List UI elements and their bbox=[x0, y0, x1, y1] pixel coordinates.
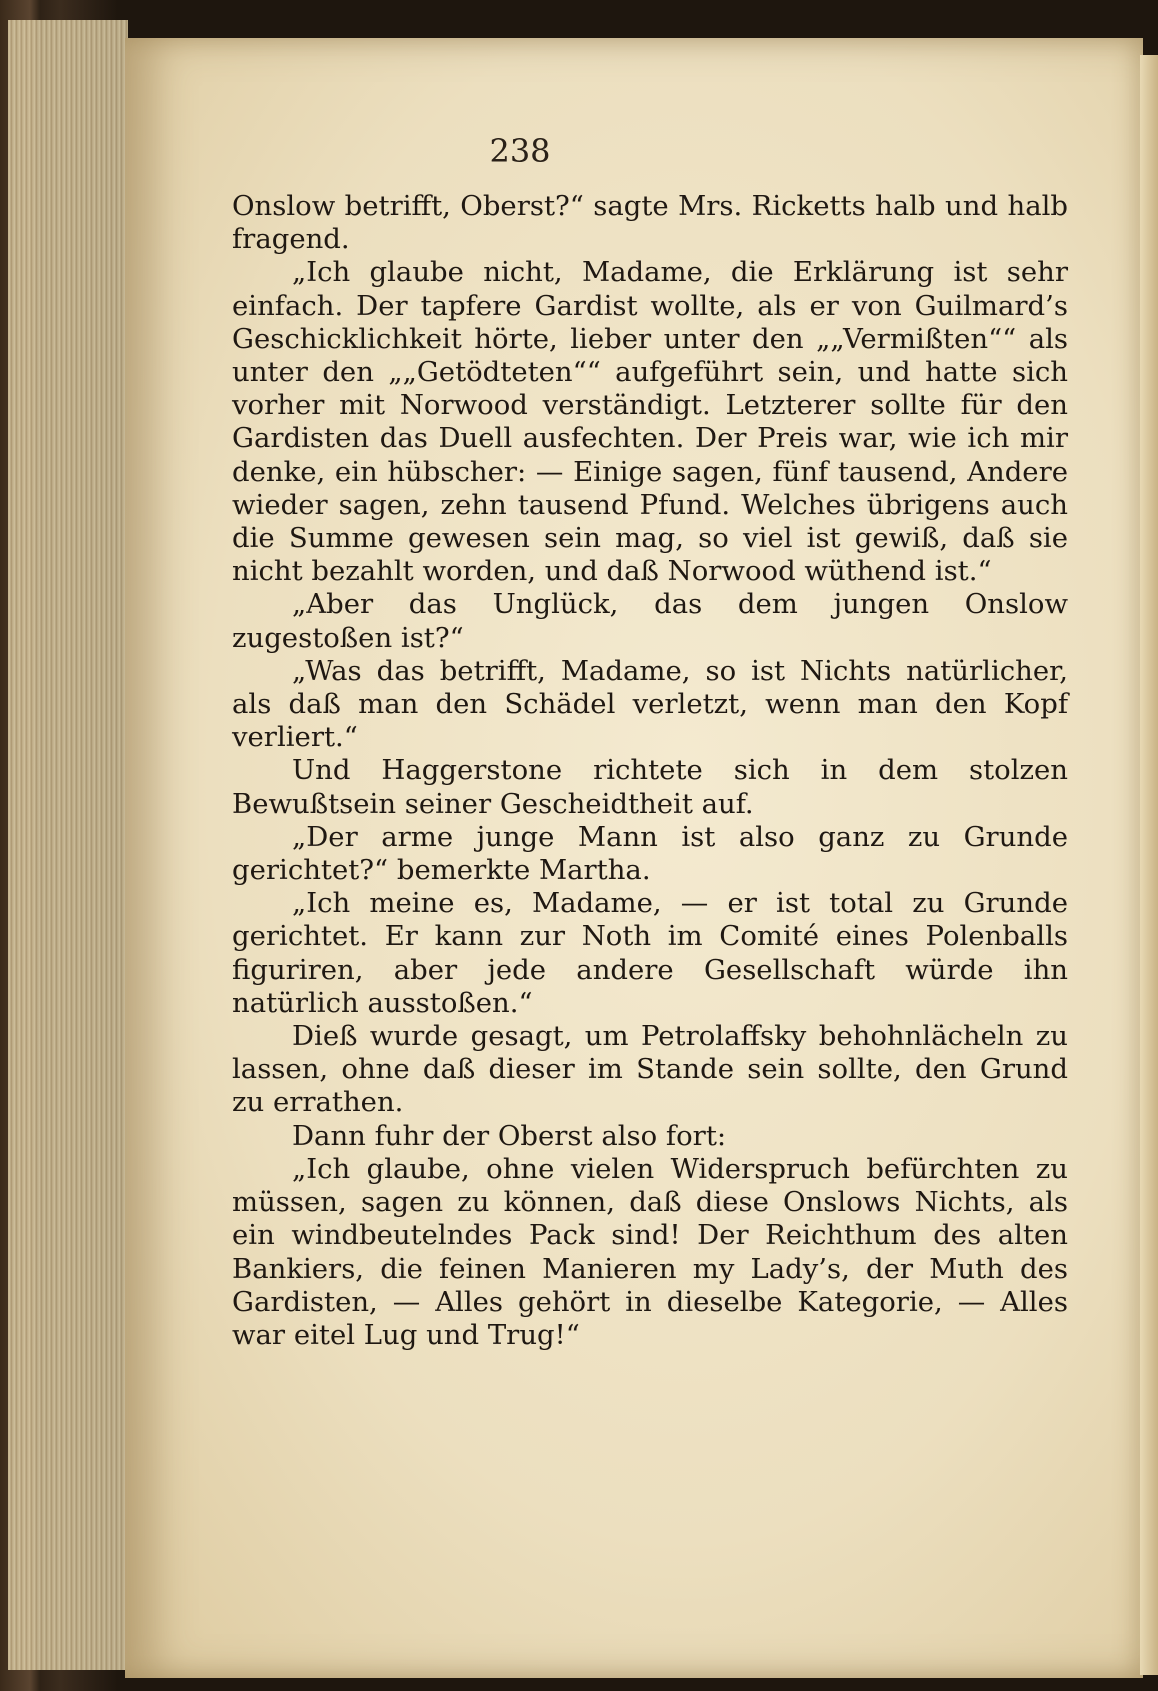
paragraph: „Ich glaube nicht, Madame, die Erklärung ist sehr einfach. Der tapfere Gardist wollte, als er von Guilmard’s Geschicklichkeit hörte, lieber unter den „„Vermißten““ als unter den „„Getödteten““ aufgeführt sein, und hatte sich vorher mit Norwood verständigt. Letzterer sollte für den Gardisten das Duell ausfechten. Der Preis war, wie ich mir denke, ein hübscher: — Einige sagen, fünf tausend, Andere wieder sagen, zehn tausend Pfund. Welches übrigens auch die Summe gewesen sein mag, so viel ist gewiß, daß sie nicht bezahlt worden, und daß Norwood wüthend ist.“ bbox=[232, 256, 1068, 588]
page-number: 238 bbox=[489, 132, 551, 170]
paragraph: „Aber das Unglück, das dem jungen Onslow zugestoßen ist?“ bbox=[232, 588, 1068, 654]
paragraph: „Was das betrifft, Madame, so ist Nichts natürlicher, als daß man den Schädel verletzt, wenn man den Kopf verliert.“ bbox=[232, 654, 1068, 754]
paragraph: Onslow betrifft, Oberst?“ sagte Mrs. Ricketts halb und halb fragend. bbox=[232, 190, 1068, 256]
page-stack-edges bbox=[8, 20, 128, 1670]
facing-page-edge bbox=[1140, 55, 1158, 1675]
paragraph: „Der arme junge Mann ist also ganz zu Grunde gerichtet?“ bemerkte Martha. bbox=[232, 820, 1068, 887]
paragraph: Dieß wurde gesagt, um Petrolaffsky behohnlächeln zu lassen, ohne daß dieser im Stande sein sollte, den Grund zu errathen. bbox=[232, 1020, 1068, 1119]
paragraph: Dann fuhr der Oberst also fort: bbox=[292, 1119, 727, 1152]
paragraph: „Ich meine es, Madame, — er ist total zu Grunde gerichtet. Er kann zur Noth im Comité eines Polenballs figuriren, aber jede andere Gesellschaft würde ihn natürlich ausstoßen.“ bbox=[232, 887, 1068, 1019]
paragraph: Und Haggerstone richtete sich in dem stolzen Bewußtsein seiner Gescheidtheit auf. bbox=[232, 754, 1068, 820]
body-text bbox=[232, 190, 1068, 1352]
paragraph: „Ich glaube, ohne vielen Widerspruch befürchten zu müssen, sagen zu können, daß diese Onslows Nichts, als ein windbeutelndes Pack sind! Der Reichthum des alten Bankiers, die feinen Manieren my Lady’s, der Muth des Gardisten, — Alles gehört in dieselbe Kategorie, — Alles war eitel Lug und Trug!“ bbox=[232, 1152, 1068, 1351]
